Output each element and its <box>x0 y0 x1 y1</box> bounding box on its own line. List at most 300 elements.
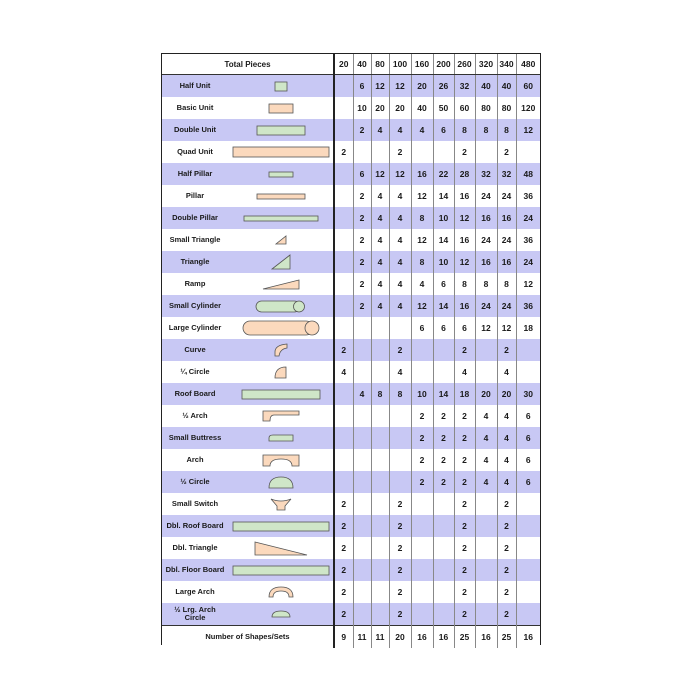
set-size-header: 480 <box>516 54 540 75</box>
total-cell: 11 <box>353 626 371 649</box>
quantity-cell: 4 <box>389 185 411 207</box>
basic-unit-shape-icon <box>228 97 333 119</box>
quantity-cell <box>353 427 371 449</box>
quantity-cell: 6 <box>516 471 540 493</box>
piece-name: Half Pillar <box>162 163 228 185</box>
quantity-cell: 8 <box>411 207 433 229</box>
quantity-cell <box>334 207 353 229</box>
header-row <box>162 54 540 75</box>
quantity-cell: 2 <box>353 229 371 251</box>
quantity-cell: 2 <box>389 493 411 515</box>
quantity-cell: 2 <box>454 581 475 603</box>
quantity-cell: 10 <box>433 251 454 273</box>
quantity-cell: 80 <box>497 97 516 119</box>
quantity-cell: 2 <box>454 493 475 515</box>
table-row <box>162 405 540 427</box>
quantity-cell: 22 <box>433 163 454 185</box>
quantity-cell: 2 <box>411 427 433 449</box>
quantity-cell: 16 <box>497 251 516 273</box>
piece-name: Small Buttress <box>162 427 228 449</box>
quantity-cell: 16 <box>497 207 516 229</box>
quantity-cell: 40 <box>497 75 516 98</box>
quantity-cell <box>433 537 454 559</box>
quantity-cell <box>353 493 371 515</box>
quantity-cell: 4 <box>371 119 389 141</box>
piece-shape-cell <box>228 75 334 98</box>
piece-shape-cell <box>228 185 334 207</box>
quantity-cell <box>371 493 389 515</box>
quantity-cell: 4 <box>475 471 497 493</box>
piece-name: Dbl. Floor Board <box>162 559 228 581</box>
pieces-table <box>162 54 540 648</box>
piece-name: ½ Circle <box>162 471 228 493</box>
quantity-cell <box>433 581 454 603</box>
quantity-cell <box>371 317 389 339</box>
total-cell: 16 <box>411 626 433 649</box>
quantity-cell <box>411 361 433 383</box>
quantity-cell: 4 <box>371 229 389 251</box>
piece-name: Basic Unit <box>162 97 228 119</box>
quantity-cell: 4 <box>371 295 389 317</box>
quantity-cell: 6 <box>433 317 454 339</box>
quantity-cell <box>353 449 371 471</box>
quantity-cell: 14 <box>433 383 454 405</box>
piece-shape-cell <box>228 515 334 537</box>
quantity-cell: 4 <box>334 361 353 383</box>
table-row <box>162 273 540 295</box>
quantity-cell <box>371 427 389 449</box>
table-row <box>162 119 540 141</box>
table-row <box>162 603 540 626</box>
quantity-cell: 2 <box>334 493 353 515</box>
quantity-cell <box>371 141 389 163</box>
quantity-cell: 12 <box>516 273 540 295</box>
set-size-header: 100 <box>389 54 411 75</box>
quantity-cell <box>389 449 411 471</box>
quantity-cell <box>334 119 353 141</box>
quantity-cell: 8 <box>454 119 475 141</box>
quantity-cell: 2 <box>497 537 516 559</box>
quantity-cell: 50 <box>433 97 454 119</box>
quantity-cell <box>334 471 353 493</box>
quantity-cell: 2 <box>454 515 475 537</box>
small-switch-shape-icon <box>228 493 333 515</box>
table-row <box>162 295 540 317</box>
quantity-cell: 4 <box>389 229 411 251</box>
quantity-cell <box>371 339 389 361</box>
quantity-cell <box>516 559 540 581</box>
quantity-cell <box>371 405 389 427</box>
quantity-cell: 16 <box>475 207 497 229</box>
quantity-cell <box>371 361 389 383</box>
quantity-cell: 40 <box>475 75 497 98</box>
quantity-cell: 24 <box>497 185 516 207</box>
quantity-cell: 2 <box>497 339 516 361</box>
pillar-shape-icon <box>228 185 333 207</box>
quantity-cell <box>433 339 454 361</box>
quantity-cell: 4 <box>353 383 371 405</box>
quantity-cell: 24 <box>475 229 497 251</box>
quantity-cell: 4 <box>389 251 411 273</box>
piece-shape-cell <box>228 119 334 141</box>
quantity-cell <box>353 581 371 603</box>
quantity-cell: 4 <box>497 427 516 449</box>
table-row <box>162 581 540 603</box>
quantity-cell: 14 <box>433 295 454 317</box>
table-row <box>162 251 540 273</box>
table-row <box>162 537 540 559</box>
quantity-cell: 8 <box>371 383 389 405</box>
piece-shape-cell <box>228 339 334 361</box>
quantity-cell <box>433 141 454 163</box>
piece-name: ¼ Circle <box>162 361 228 383</box>
piece-shape-cell <box>228 273 334 295</box>
quantity-cell: 20 <box>411 75 433 98</box>
total-cell: 16 <box>433 626 454 649</box>
quantity-cell: 80 <box>475 97 497 119</box>
quantity-cell: 24 <box>475 295 497 317</box>
quantity-cell: 6 <box>433 119 454 141</box>
curve-shape-icon <box>228 339 333 361</box>
quantity-cell <box>371 581 389 603</box>
quantity-cell: 6 <box>433 273 454 295</box>
quantity-cell: 4 <box>389 361 411 383</box>
table-row <box>162 185 540 207</box>
quantity-cell: 2 <box>389 537 411 559</box>
piece-shape-cell <box>228 163 334 185</box>
quantity-cell <box>475 581 497 603</box>
quantity-cell: 2 <box>353 273 371 295</box>
roof-board-shape-icon <box>228 383 333 405</box>
quantity-cell <box>475 515 497 537</box>
quantity-cell <box>433 559 454 581</box>
table-row <box>162 207 540 229</box>
quantity-cell: 2 <box>334 581 353 603</box>
piece-name: Large Cylinder <box>162 317 228 339</box>
quantity-cell: 2 <box>454 603 475 626</box>
total-cell: 20 <box>389 626 411 649</box>
table-row <box>162 317 540 339</box>
quantity-cell: 120 <box>516 97 540 119</box>
quad-unit-shape-icon <box>228 141 333 163</box>
total-cell: 25 <box>454 626 475 649</box>
table-row <box>162 515 540 537</box>
piece-shape-cell <box>228 537 334 559</box>
quantity-cell: 2 <box>497 603 516 626</box>
quantity-cell <box>475 603 497 626</box>
quantity-cell: 6 <box>516 449 540 471</box>
quantity-cell: 16 <box>475 251 497 273</box>
double-triangle-shape-icon <box>228 537 333 559</box>
quantity-cell <box>353 141 371 163</box>
quantity-cell: 12 <box>371 75 389 98</box>
quantity-cell: 60 <box>516 75 540 98</box>
piece-shape-cell <box>228 317 334 339</box>
quantity-cell <box>475 493 497 515</box>
quantity-cell: 8 <box>497 273 516 295</box>
piece-name: Triangle <box>162 251 228 273</box>
quantity-cell <box>371 449 389 471</box>
piece-name: Dbl. Triangle <box>162 537 228 559</box>
quantity-cell: 12 <box>516 119 540 141</box>
quantity-cell: 36 <box>516 185 540 207</box>
quantity-cell: 4 <box>497 361 516 383</box>
piece-shape-cell <box>228 97 334 119</box>
quantity-cell: 24 <box>497 295 516 317</box>
quantity-cell <box>334 185 353 207</box>
quantity-cell: 6 <box>454 317 475 339</box>
quantity-cell <box>389 427 411 449</box>
quantity-cell: 60 <box>454 97 475 119</box>
quantity-cell: 2 <box>454 339 475 361</box>
large-arch-shape-icon <box>228 581 333 603</box>
quantity-cell: 14 <box>433 185 454 207</box>
quantity-cell: 6 <box>353 75 371 98</box>
quantity-cell: 14 <box>433 229 454 251</box>
quantity-cell: 8 <box>389 383 411 405</box>
quantity-cell <box>353 317 371 339</box>
table-row <box>162 383 540 405</box>
quantity-cell: 16 <box>454 295 475 317</box>
quantity-cell: 4 <box>371 185 389 207</box>
quantity-cell: 32 <box>497 163 516 185</box>
quantity-cell <box>516 141 540 163</box>
piece-name: Roof Board <box>162 383 228 405</box>
quantity-cell: 4 <box>411 273 433 295</box>
quantity-cell: 4 <box>411 119 433 141</box>
quantity-cell <box>371 515 389 537</box>
quantity-cell <box>371 603 389 626</box>
quantity-cell <box>353 515 371 537</box>
table-row <box>162 229 540 251</box>
total-cell: 16 <box>475 626 497 649</box>
piece-shape-cell <box>228 251 334 273</box>
piece-shape-cell <box>228 207 334 229</box>
quantity-cell <box>334 317 353 339</box>
piece-name: Small Triangle <box>162 229 228 251</box>
double-pillar-shape-icon <box>228 207 333 229</box>
quantity-cell: 4 <box>389 273 411 295</box>
quantity-cell <box>353 471 371 493</box>
quantity-cell: 10 <box>411 383 433 405</box>
quantity-cell: 24 <box>497 229 516 251</box>
piece-name: Small Cylinder <box>162 295 228 317</box>
quantity-cell <box>334 405 353 427</box>
quantity-cell: 16 <box>454 185 475 207</box>
quantity-cell: 4 <box>497 405 516 427</box>
quantity-cell <box>516 339 540 361</box>
quantity-cell: 6 <box>411 317 433 339</box>
piece-name: Half Unit <box>162 75 228 98</box>
quantity-cell <box>411 537 433 559</box>
quantity-cell <box>353 559 371 581</box>
totals-label: Number of Shapes/Sets <box>162 626 334 649</box>
small-cylinder-shape-icon <box>228 295 333 317</box>
small-buttress-shape-icon <box>228 427 333 449</box>
quantity-cell: 2 <box>454 427 475 449</box>
quantity-cell: 32 <box>454 75 475 98</box>
quantity-cell: 12 <box>454 251 475 273</box>
table-row <box>162 427 540 449</box>
quantity-cell <box>411 493 433 515</box>
quantity-cell <box>334 383 353 405</box>
quantity-cell: 2 <box>353 119 371 141</box>
piece-shape-cell <box>228 471 334 493</box>
quantity-cell: 8 <box>411 251 433 273</box>
quantity-cell: 12 <box>371 163 389 185</box>
ramp-shape-icon <box>228 273 333 295</box>
quantity-cell: 2 <box>334 141 353 163</box>
piece-name: Large Arch <box>162 581 228 603</box>
total-cell: 9 <box>334 626 353 649</box>
quantity-cell: 32 <box>475 163 497 185</box>
half-arch-shape-icon <box>228 405 333 427</box>
piece-name: Double Unit <box>162 119 228 141</box>
quantity-cell <box>475 339 497 361</box>
quantity-cell: 2 <box>497 515 516 537</box>
quantity-cell: 2 <box>334 559 353 581</box>
quantity-cell: 18 <box>454 383 475 405</box>
quantity-cell: 12 <box>475 317 497 339</box>
piece-name: Ramp <box>162 273 228 295</box>
quantity-cell <box>353 339 371 361</box>
piece-name: Arch <box>162 449 228 471</box>
quantity-cell: 36 <box>516 295 540 317</box>
quantity-cell: 4 <box>389 207 411 229</box>
quantity-cell: 6 <box>516 427 540 449</box>
quantity-cell: 4 <box>475 405 497 427</box>
piece-shape-cell <box>228 449 334 471</box>
quantity-cell <box>516 581 540 603</box>
quantity-cell <box>389 471 411 493</box>
quantity-cell <box>334 427 353 449</box>
large-cylinder-shape-icon <box>228 317 333 339</box>
quantity-cell: 2 <box>353 295 371 317</box>
quantity-cell: 12 <box>497 317 516 339</box>
quantity-cell: 8 <box>454 273 475 295</box>
quantity-cell <box>516 493 540 515</box>
set-size-header: 80 <box>371 54 389 75</box>
quantity-cell: 2 <box>334 537 353 559</box>
quantity-cell: 4 <box>497 471 516 493</box>
piece-shape-cell <box>228 405 334 427</box>
quantity-cell <box>389 405 411 427</box>
quantity-cell <box>334 97 353 119</box>
quantity-cell <box>516 537 540 559</box>
piece-name: Curve <box>162 339 228 361</box>
quantity-cell: 2 <box>454 471 475 493</box>
quantity-cell <box>353 603 371 626</box>
piece-shape-cell <box>228 581 334 603</box>
total-cell: 11 <box>371 626 389 649</box>
quantity-cell <box>516 361 540 383</box>
totals-row <box>162 626 540 649</box>
quantity-cell: 10 <box>433 207 454 229</box>
quantity-cell: 30 <box>516 383 540 405</box>
quantity-cell: 2 <box>497 141 516 163</box>
small-triangle-shape-icon <box>228 229 333 251</box>
quantity-cell <box>516 515 540 537</box>
quantity-cell: 24 <box>516 207 540 229</box>
piece-name: Pillar <box>162 185 228 207</box>
quantity-cell: 24 <box>516 251 540 273</box>
quantity-cell: 24 <box>475 185 497 207</box>
quantity-cell: 2 <box>433 449 454 471</box>
table-row <box>162 141 540 163</box>
quantity-cell <box>411 339 433 361</box>
half-circle-shape-icon <box>228 471 333 493</box>
table-row <box>162 163 540 185</box>
quantity-cell: 2 <box>433 427 454 449</box>
quantity-cell <box>334 295 353 317</box>
quantity-cell: 4 <box>454 361 475 383</box>
quantity-cell: 2 <box>334 515 353 537</box>
quantity-cell <box>353 405 371 427</box>
quantity-cell <box>475 559 497 581</box>
table-row <box>162 471 540 493</box>
table-row <box>162 361 540 383</box>
piece-shape-cell <box>228 493 334 515</box>
quantity-cell: 16 <box>411 163 433 185</box>
quantity-cell <box>389 317 411 339</box>
piece-shape-cell <box>228 141 334 163</box>
piece-name: Quad Unit <box>162 141 228 163</box>
quantity-cell: 4 <box>475 427 497 449</box>
quantity-cell: 4 <box>371 273 389 295</box>
quantity-cell: 2 <box>454 449 475 471</box>
quantity-cell <box>334 449 353 471</box>
quantity-cell: 2 <box>454 537 475 559</box>
table-row <box>162 559 540 581</box>
quantity-cell: 2 <box>389 515 411 537</box>
quantity-cell <box>371 471 389 493</box>
quantity-cell <box>411 141 433 163</box>
set-size-header: 40 <box>353 54 371 75</box>
quantity-cell: 2 <box>389 141 411 163</box>
quantity-cell: 26 <box>433 75 454 98</box>
piece-name: Small Switch <box>162 493 228 515</box>
table-row <box>162 449 540 471</box>
quarter-circle-shape-icon <box>228 361 333 383</box>
piece-shape-cell <box>228 383 334 405</box>
quantity-cell: 2 <box>334 603 353 626</box>
total-cell: 16 <box>516 626 540 649</box>
quantity-cell: 2 <box>353 207 371 229</box>
quantity-cell <box>411 603 433 626</box>
quantity-cell: 2 <box>334 339 353 361</box>
quantity-cell: 12 <box>454 207 475 229</box>
quantity-cell: 4 <box>389 295 411 317</box>
quantity-cell: 2 <box>389 603 411 626</box>
quantity-cell: 2 <box>411 471 433 493</box>
quantity-cell <box>371 537 389 559</box>
piece-name: Double Pillar <box>162 207 228 229</box>
quantity-cell: 6 <box>353 163 371 185</box>
quantity-cell: 16 <box>454 229 475 251</box>
set-size-header: 200 <box>433 54 454 75</box>
quantity-cell: 40 <box>411 97 433 119</box>
table-row <box>162 75 540 98</box>
quantity-cell: 2 <box>411 405 433 427</box>
block-set-chart <box>161 53 541 645</box>
half-large-arch-circle-shape-icon <box>228 603 333 625</box>
quantity-cell: 2 <box>433 405 454 427</box>
piece-name: ½ Arch <box>162 405 228 427</box>
table-title: Total Pieces <box>162 54 334 75</box>
quantity-cell: 18 <box>516 317 540 339</box>
quantity-cell <box>334 273 353 295</box>
quantity-cell: 12 <box>411 185 433 207</box>
